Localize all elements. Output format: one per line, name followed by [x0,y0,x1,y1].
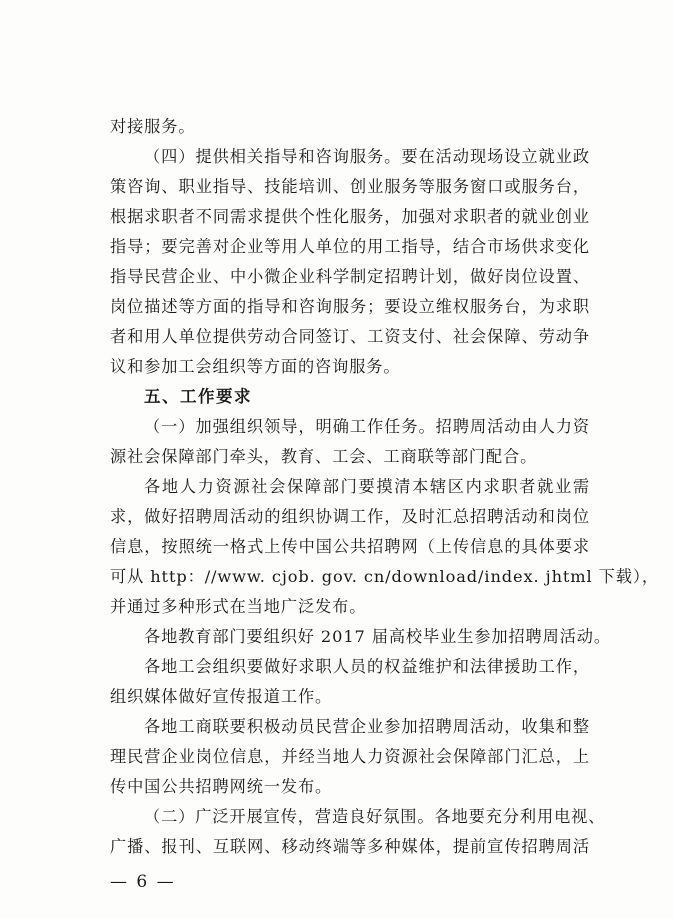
text-line-23: 传中国公共招聘网统一发布。 [110,777,333,796]
text-line-8: 者和用人单位提供劳动合同签订、工资支付、社会保障、劳动争 [110,327,590,346]
text-line-11: （一）加强组织领导，明确工作任务。招聘周活动由人力资 [144,417,590,436]
text-line-25: 广播、报刊、互联网、移动终端等多种媒体，提前宣传招聘周活 [110,837,590,856]
section-heading: 五、工作要求 [144,387,252,406]
text-line-22: 理民营企业岗位信息，并经当地人力资源社会保障部门汇总，上 [110,747,590,766]
text-line-14: 求，做好招聘周活动的组织协调工作，及时汇总招聘活动和岗位 [110,507,590,526]
text-line-3: 策咨询、职业指导、技能培训、创业服务等服务窗口或服务台， [110,177,590,196]
text-line-24: （二）广泛开展宣传，营造良好氛围。各地要充分利用电视、 [144,807,606,826]
text-line-16: 可从 http：//www. cjob. gov. cn/download/index. jhtml 下载）， [110,567,659,586]
text-line-17: 并通过多种形式在当地广泛发布。 [110,597,367,616]
text-line-9: 议和参加工会组织等方面的咨询服务。 [110,357,401,376]
text-line-15: 信息，按照统一格式上传中国公共招聘网（上传信息的具体要求 [110,537,590,556]
text-line-12: 源社会保障部门牵头，教育、工会、工商联等部门配合。 [110,447,538,466]
text-line-13: 各地人力资源社会保障部门要摸清本辖区内求职者就业需 [144,477,590,496]
text-line-4: 根据求职者不同需求提供个性化服务，加强对求职者的就业创业 [110,207,590,226]
text-line-21: 各地工商联要积极动员民营企业参加招聘周活动，收集和整 [144,717,590,736]
page-number: — 6 — [110,872,176,892]
text-line-5: 指导；要完善对企业等用人单位的用工指导，结合市场供求变化 [110,237,590,256]
text-line-6: 指导民营企业、中小微企业科学制定招聘计划，做好岗位设置、 [110,267,590,286]
text-line-20: 组织媒体做好宣传报道工作。 [110,687,333,706]
text-line-19: 各地工会组织要做好求职人员的权益维护和法律援助工作， [144,657,590,676]
text-line-1: 对接服务。 [110,117,196,136]
text-line-7: 岗位描述等方面的指导和咨询服务；要设立维权服务台，为求职 [110,297,590,316]
text-line-2: （四）提供相关指导和咨询服务。要在活动现场设立就业政 [144,147,590,166]
text-line-18: 各地教育部门要组织好 2017 届高校毕业生参加招聘周活动。 [144,627,611,646]
